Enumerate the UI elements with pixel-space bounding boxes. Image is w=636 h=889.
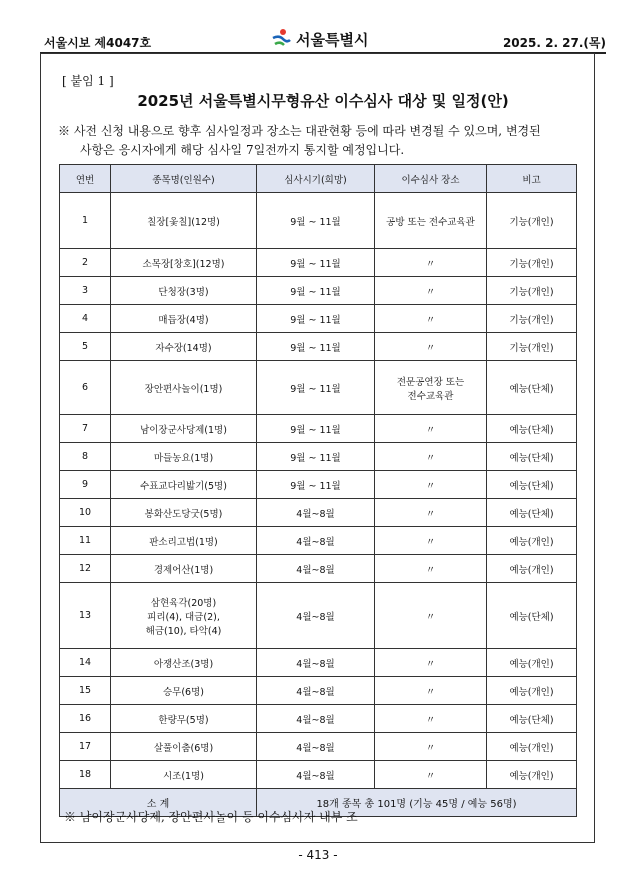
cell-period: 4월~8월 — [257, 527, 375, 555]
cell-note: 기능(개인) — [487, 249, 577, 277]
cell-place — [375, 361, 487, 415]
table-row — [60, 499, 577, 527]
col-header-place: 이수심사 장소 — [375, 165, 487, 193]
cell-note: 예능(개인) — [487, 733, 577, 761]
cell-place: 〃 — [375, 555, 487, 583]
table-row — [60, 443, 577, 471]
cell-period: 9월 ~ 11월 — [257, 415, 375, 443]
cell-name: 자수장(14명) — [111, 333, 257, 361]
col-header-period: 심사시기(희망) — [257, 165, 375, 193]
table-row — [60, 471, 577, 499]
cell-place: 〃 — [375, 277, 487, 305]
cell-period: 9월 ~ 11월 — [257, 193, 375, 249]
col-header-name: 종목명(인원수) — [111, 165, 257, 193]
publication-label: 서울시보 제4047호 — [44, 36, 152, 50]
cell-no: 12 — [60, 555, 111, 583]
cell-name: 한량무(5명) — [111, 705, 257, 733]
cell-no: 15 — [60, 677, 111, 705]
cell-no: 4 — [60, 305, 111, 333]
cell-name: 경제어산(1명) — [111, 555, 257, 583]
cell-place: 〃 — [375, 733, 487, 761]
cell-no: 8 — [60, 443, 111, 471]
cell-no: 11 — [60, 527, 111, 555]
cell-name: 매듭장(4명) — [111, 305, 257, 333]
schedule-note-line2: 사항은 응시자에게 해당 심사일 7일전까지 통지할 예정입니다. — [80, 143, 405, 157]
table-row — [60, 555, 577, 583]
cell-note: 예능(개인) — [487, 677, 577, 705]
cell-period: 9월 ~ 11월 — [257, 333, 375, 361]
issue-date: 2025. 2. 27.(목) — [502, 36, 606, 50]
cell-name: 수표교다리밟기(5명) — [111, 471, 257, 499]
table-row — [60, 705, 577, 733]
cell-no: 13 — [60, 583, 111, 649]
cell-name: 단청장(3명) — [111, 277, 257, 305]
cell-place: 〃 — [375, 305, 487, 333]
cell-no: 6 — [60, 361, 111, 415]
cell-period: 4월~8월 — [257, 761, 375, 789]
org-name: 서울특별시 — [296, 30, 369, 49]
footnote: ※ 남이장군사당제, 장안편사놀이 등 이수심사자 내부 조 — [64, 810, 358, 824]
cell-note: 예능(단체) — [487, 583, 577, 649]
cell-period: 4월~8월 — [257, 705, 375, 733]
cell-name: 봉화산도당굿(5명) — [111, 499, 257, 527]
cell-period: 9월 ~ 11월 — [257, 305, 375, 333]
cell-place: 〃 — [375, 583, 487, 649]
cell-period: 4월~8월 — [257, 733, 375, 761]
cell-note: 기능(개인) — [487, 333, 577, 361]
cell-name-line3: 해금(10), 타악(4) — [145, 625, 222, 637]
cell-name: 남이장군사당제(1명) — [111, 415, 257, 443]
cell-place: 〃 — [375, 443, 487, 471]
cell-no: 3 — [60, 277, 111, 305]
seoul-emblem-icon — [270, 28, 292, 50]
cell-place-line1: 전문공연장 또는 — [396, 376, 465, 388]
cell-place: 〃 — [375, 677, 487, 705]
cell-no: 7 — [60, 415, 111, 443]
cell-period: 4월~8월 — [257, 583, 375, 649]
cell-period: 9월 ~ 11월 — [257, 361, 375, 415]
cell-period: 4월~8월 — [257, 649, 375, 677]
cell-name: 칠장[옻칠](12명) — [111, 193, 257, 249]
cell-note: 기능(개인) — [487, 277, 577, 305]
cell-no: 18 — [60, 761, 111, 789]
page-number: - 413 - — [298, 848, 338, 862]
cell-name: 마들농요(1명) — [111, 443, 257, 471]
cell-note: 예능(단체) — [487, 415, 577, 443]
cell-no: 5 — [60, 333, 111, 361]
schedule-table — [59, 164, 577, 817]
document-title: 2025년 서울특별시무형유산 이수심사 대상 및 일정(안) — [137, 92, 509, 110]
cell-no: 17 — [60, 733, 111, 761]
cell-name — [111, 583, 257, 649]
cell-place: 공방 또는 전수교육관 — [375, 193, 487, 249]
table-row — [60, 583, 577, 649]
table-row — [60, 415, 577, 443]
cell-note: 예능(단체) — [487, 471, 577, 499]
cell-period: 4월~8월 — [257, 499, 375, 527]
cell-note: 예능(개인) — [487, 649, 577, 677]
table-row — [60, 733, 577, 761]
cell-no: 9 — [60, 471, 111, 499]
table-header-row — [60, 165, 577, 193]
cell-name: 판소리고법(1명) — [111, 527, 257, 555]
cell-name: 아쟁산조(3명) — [111, 649, 257, 677]
cell-note: 예능(단체) — [487, 361, 577, 415]
cell-name: 살풀이춤(6명) — [111, 733, 257, 761]
table-row — [60, 527, 577, 555]
schedule-note — [58, 122, 586, 160]
cell-place: 〃 — [375, 761, 487, 789]
attachment-label: [ 붙임 1 ] — [62, 74, 114, 88]
table-row — [60, 193, 577, 249]
cell-no: 16 — [60, 705, 111, 733]
cell-place-line2: 전수교육관 — [407, 390, 454, 402]
cell-note: 예능(개인) — [487, 555, 577, 583]
cell-no: 1 — [60, 193, 111, 249]
cell-no: 2 — [60, 249, 111, 277]
cell-note: 예능(개인) — [487, 761, 577, 789]
cell-name-line1: 삼현육각(20명) — [150, 597, 217, 609]
cell-period: 9월 ~ 11월 — [257, 277, 375, 305]
total-label: 소 계 — [60, 789, 257, 817]
cell-no: 10 — [60, 499, 111, 527]
table-row — [60, 305, 577, 333]
cell-place: 〃 — [375, 705, 487, 733]
cell-note: 예능(단체) — [487, 443, 577, 471]
cell-note: 기능(개인) — [487, 305, 577, 333]
cell-place: 〃 — [375, 649, 487, 677]
table-row — [60, 761, 577, 789]
table-row — [60, 677, 577, 705]
schedule-note-line1: ※ 사전 신청 내용으로 향후 심사일정과 장소는 대관현황 등에 따라 변경될 수 있으며, 변경된 — [58, 124, 541, 138]
cell-note: 기능(개인) — [487, 193, 577, 249]
cell-place: 〃 — [375, 527, 487, 555]
cell-period: 9월 ~ 11월 — [257, 249, 375, 277]
cell-no: 14 — [60, 649, 111, 677]
cell-place: 〃 — [375, 471, 487, 499]
cell-note: 예능(단체) — [487, 499, 577, 527]
total-value: 18개 종목 총 101명 (기능 45명 / 예능 56명) — [257, 789, 577, 817]
cell-place: 〃 — [375, 415, 487, 443]
cell-name: 시조(1명) — [111, 761, 257, 789]
cell-place: 〃 — [375, 249, 487, 277]
col-header-no: 연번 — [60, 165, 111, 193]
cell-note: 예능(단체) — [487, 705, 577, 733]
seoul-logo — [270, 28, 368, 50]
cell-name: 승무(6명) — [111, 677, 257, 705]
table-row — [60, 277, 577, 305]
cell-name-line2: 피리(4), 대금(2), — [147, 611, 220, 623]
cell-place: 〃 — [375, 499, 487, 527]
cell-place: 〃 — [375, 333, 487, 361]
table-row — [60, 361, 577, 415]
table-row — [60, 649, 577, 677]
cell-period: 4월~8월 — [257, 677, 375, 705]
cell-name: 장안편사놀이(1명) — [111, 361, 257, 415]
cell-period: 9월 ~ 11월 — [257, 443, 375, 471]
cell-name: 소목장[창호](12명) — [111, 249, 257, 277]
table-row — [60, 333, 577, 361]
table-row — [60, 249, 577, 277]
cell-period: 4월~8월 — [257, 555, 375, 583]
cell-period: 9월 ~ 11월 — [257, 471, 375, 499]
cell-note: 예능(개인) — [487, 527, 577, 555]
col-header-note: 비고 — [487, 165, 577, 193]
